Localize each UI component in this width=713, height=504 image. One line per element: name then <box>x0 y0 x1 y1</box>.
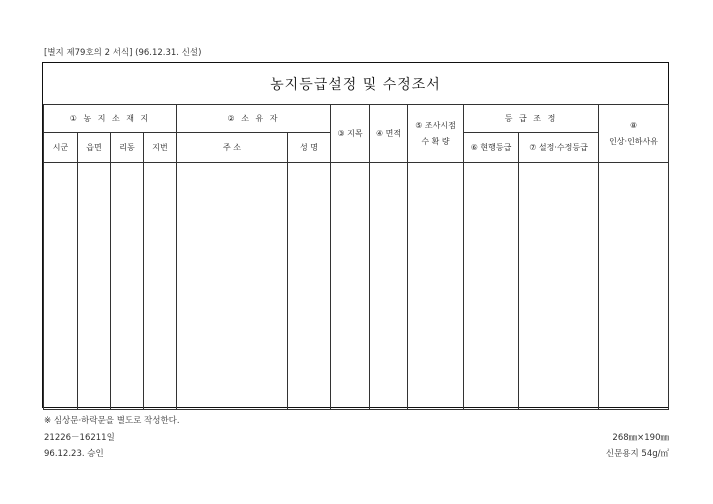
sigun-cell[interactable] <box>44 163 78 410</box>
area-cell[interactable] <box>370 163 408 410</box>
current-grade-header: ⑥ 현행등급 <box>464 133 519 163</box>
footer-note: ※ 심상문·하락문을 별도로 작성한다. <box>44 416 180 426</box>
location-group-header: ① 농 지 소 재 지 <box>44 105 177 133</box>
survey-date-cell[interactable] <box>408 163 464 410</box>
approval-date: 96.12.23. 승인 <box>44 449 104 459</box>
paper-type: 신문용지 54g/㎡ <box>605 449 669 459</box>
survey-date-line2: 수 확 량 <box>421 136 450 146</box>
land-category-cell[interactable] <box>331 163 370 410</box>
new-grade-cell[interactable] <box>519 163 599 410</box>
sigun-header: 시군 <box>44 133 78 163</box>
name-header: 성 명 <box>288 133 331 163</box>
grade-group-header: 등 급 조 정 <box>464 105 599 133</box>
jibeon-cell[interactable] <box>144 163 177 410</box>
survey-date-line1: ⑤ 조사시점 <box>415 120 456 130</box>
form-code: 21226－16211일 <box>44 433 115 443</box>
survey-date-header <box>408 105 464 163</box>
reason-header <box>599 105 669 163</box>
ridong-cell[interactable] <box>111 163 144 410</box>
address-header: 주 소 <box>177 133 288 163</box>
name-cell[interactable] <box>288 163 331 410</box>
eupmyeon-cell[interactable] <box>78 163 111 410</box>
form-title: 농지등급설정 및 수정조서 <box>270 76 441 93</box>
reason-number: ⑧ <box>629 120 638 130</box>
paper-size: 268㎜×190㎜ <box>612 433 669 443</box>
form-header-note: [별지 제79호의 2 서식] (96.12.31. 신설) <box>44 48 202 58</box>
reason-cell[interactable] <box>599 163 669 410</box>
address-cell[interactable] <box>177 163 288 410</box>
reason-label: 인상·인하사유 <box>609 136 658 146</box>
owner-group-header: ② 소 유 자 <box>177 105 331 133</box>
ridong-header: 리동 <box>111 133 144 163</box>
form-frame <box>42 62 669 408</box>
jibeon-header: 지번 <box>144 133 177 163</box>
form-table <box>43 104 669 410</box>
land-category-header: ③ 지목 <box>331 105 370 163</box>
area-header: ④ 면적 <box>370 105 408 163</box>
current-grade-cell[interactable] <box>464 163 519 410</box>
new-grade-header: ⑦ 설정·수정등급 <box>519 133 599 163</box>
eupmyeon-header: 읍면 <box>78 133 111 163</box>
